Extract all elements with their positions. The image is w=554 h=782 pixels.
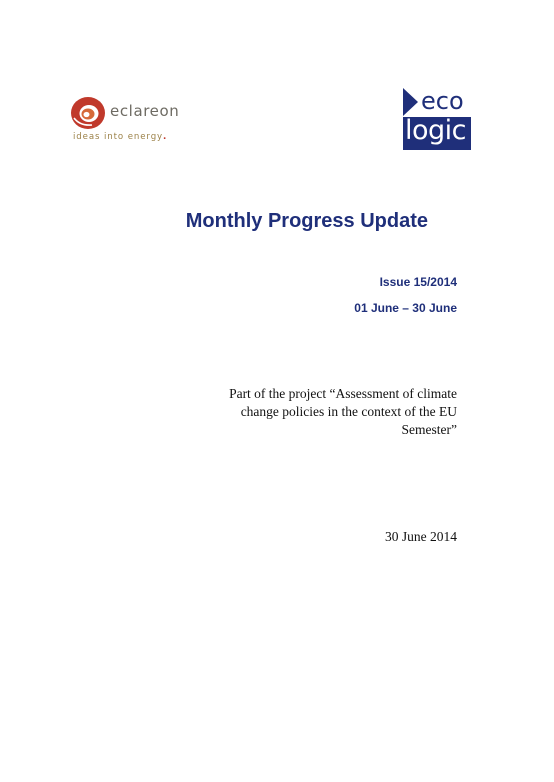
ecologic-eco-text: eco: [421, 87, 464, 115]
reporting-period: 01 June – 30 June: [354, 301, 457, 315]
project-description: [197, 385, 457, 439]
eclareon-logo: [70, 96, 190, 148]
ecologic-logo: [403, 88, 473, 152]
issue-number: Issue 15/2014: [379, 275, 457, 289]
eclareon-tagline: ideas into energy.: [73, 132, 168, 142]
ecologic-logic-text: logic: [405, 115, 467, 146]
project-line: Part of the project “Assessment of climate: [229, 386, 457, 401]
document-date: 30 June 2014: [385, 529, 457, 544]
document-title: Monthly Progress Update: [185, 210, 428, 232]
ecologic-logic-box: [403, 117, 471, 150]
project-line: change policies in the context of the EU: [240, 404, 457, 419]
project-line: Semester”: [401, 422, 457, 437]
eclareon-swirl-icon: [70, 96, 106, 130]
eclareon-wordmark: eclareon: [110, 102, 180, 120]
